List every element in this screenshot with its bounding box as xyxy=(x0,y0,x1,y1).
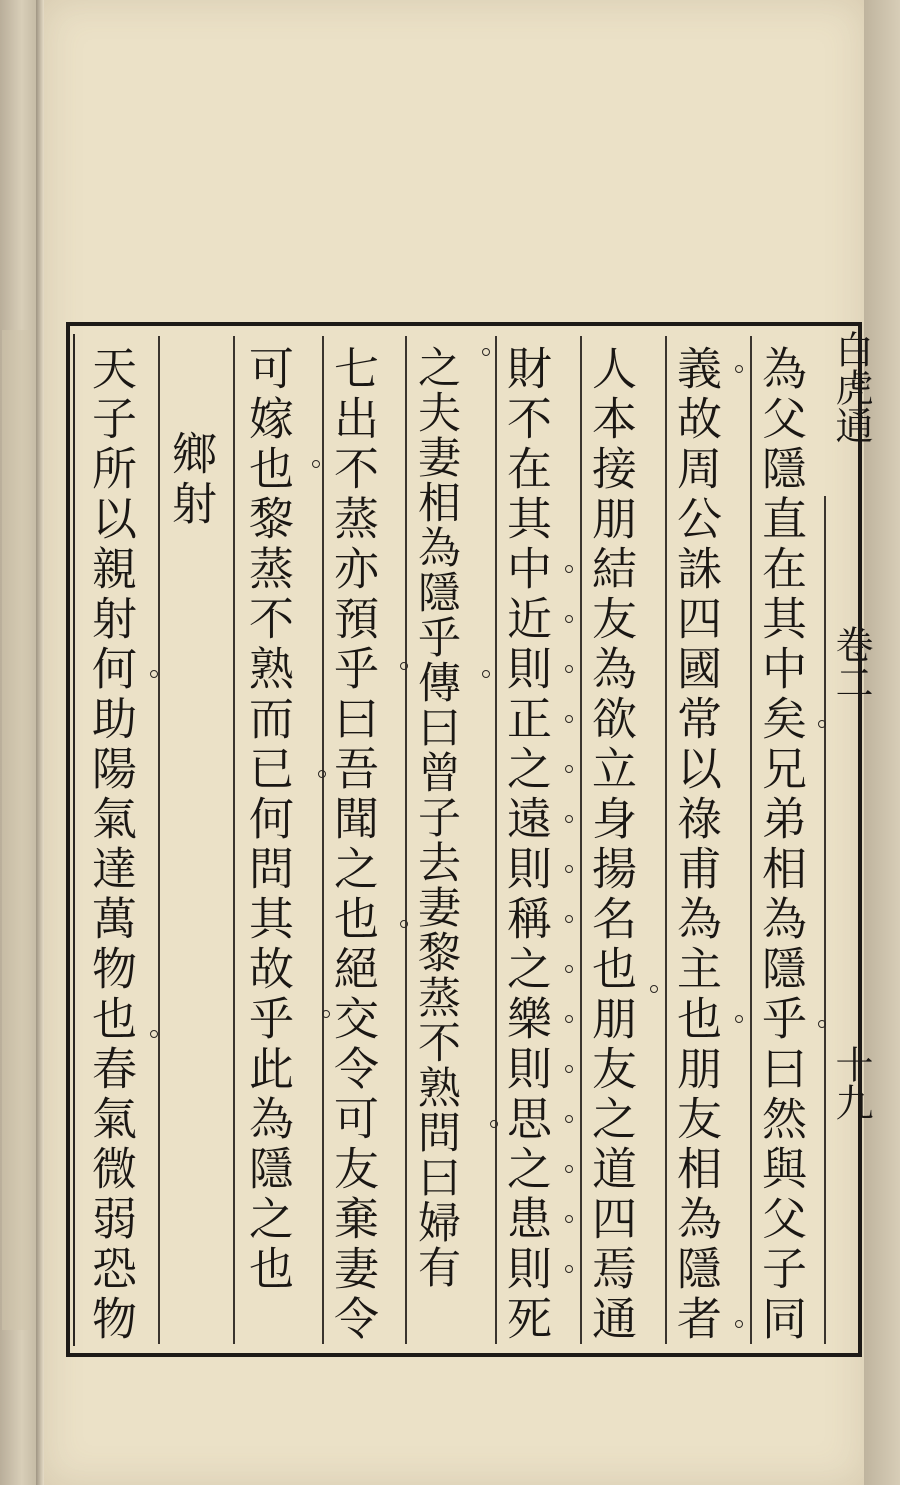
punctuation-circle xyxy=(150,1030,158,1038)
column-rule xyxy=(322,336,324,1344)
punctuation-circle xyxy=(322,1010,330,1018)
section-heading: 鄉射 xyxy=(164,430,217,530)
punctuation-circle xyxy=(400,662,408,670)
punctuation-circle xyxy=(735,1015,743,1023)
punctuation-circle xyxy=(150,670,158,678)
previous-page-edge xyxy=(0,0,37,1485)
punctuation-circle xyxy=(482,348,490,356)
punctuation-circle xyxy=(482,670,490,678)
book-gutter xyxy=(36,0,44,1485)
column-rule xyxy=(750,336,752,1344)
punctuation-circle xyxy=(565,1065,573,1073)
column-rule xyxy=(158,336,160,1344)
text-column-7: 可嫁也黎蒸不熟而已何問其故乎此為隱之也 xyxy=(241,345,294,1295)
punctuation-circle xyxy=(818,720,826,728)
punctuation-circle xyxy=(490,1120,498,1128)
punctuation-circle xyxy=(565,965,573,973)
text-column-10: 天子所以親射何助陽氣達萬物也春氣微弱恐物 xyxy=(84,345,137,1345)
punctuation-circle xyxy=(565,865,573,873)
juan-number: 卷二 xyxy=(829,625,873,701)
punctuation-circle xyxy=(400,920,408,928)
text-column-1: 為父隱直在其中矣兄弟相為隱乎曰然與父子同 xyxy=(754,345,807,1345)
text-column-5: 之夫妻相為隱乎傳曰曾子去妻黎蒸不熟問曰婦有 xyxy=(411,345,461,1290)
column-rule xyxy=(824,496,826,1344)
text-column-6: 七出不蒸亦預乎曰吾聞之也絕交令可友棄妻令 xyxy=(326,345,379,1345)
punctuation-circle xyxy=(565,1015,573,1023)
punctuation-circle xyxy=(565,765,573,773)
punctuation-circle xyxy=(318,770,326,778)
punctuation-circle xyxy=(735,365,743,373)
column-rule xyxy=(580,336,582,1344)
column-rule xyxy=(495,336,497,1344)
column-rule xyxy=(233,336,235,1344)
punctuation-circle xyxy=(565,815,573,823)
previous-page-text-strip xyxy=(2,330,30,1330)
punctuation-circle xyxy=(565,665,573,673)
punctuation-circle xyxy=(565,565,573,573)
punctuation-circle xyxy=(565,1265,573,1273)
punctuation-circle xyxy=(565,915,573,923)
punctuation-circle xyxy=(650,985,658,993)
folio-number: 十九 xyxy=(829,1045,873,1121)
punctuation-circle xyxy=(565,715,573,723)
punctuation-circle xyxy=(565,1165,573,1173)
text-column-3: 人本接朋結友為欲立身揚名也朋友之道四焉通 xyxy=(584,345,637,1345)
page-edge-right xyxy=(864,0,900,1485)
column-rule xyxy=(405,336,407,1344)
book-title: 白虎通 xyxy=(829,330,873,444)
punctuation-circle xyxy=(565,1115,573,1123)
text-column-4: 財不在其中近則正之遠則稱之樂則思之患則死 xyxy=(499,345,552,1345)
punctuation-circle xyxy=(818,1020,826,1028)
punctuation-circle xyxy=(565,615,573,623)
punctuation-circle xyxy=(312,460,320,468)
punctuation-circle xyxy=(735,1320,743,1328)
column-rule xyxy=(665,336,667,1344)
punctuation-circle xyxy=(565,1215,573,1223)
text-column-2: 義故周公誅四國常以祿甫為主也朋友相為隱者 xyxy=(669,345,722,1345)
